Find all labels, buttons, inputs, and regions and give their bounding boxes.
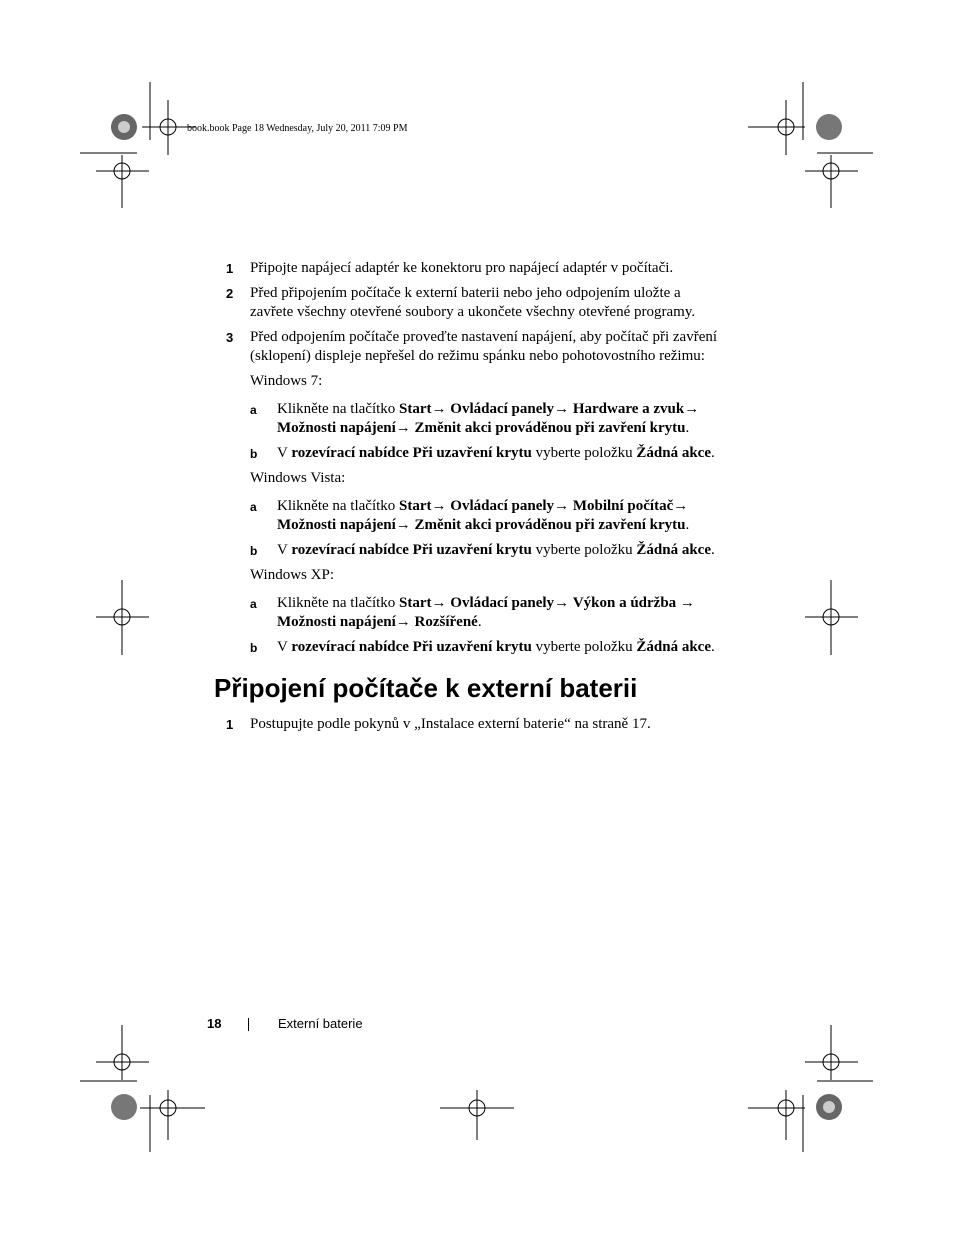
step-3: [226, 328, 726, 366]
os-label-vista: Windows Vista:: [250, 470, 346, 486]
footer-divider: [248, 1018, 249, 1031]
os-label-xp: Windows XP:: [250, 567, 334, 583]
step-1: [226, 259, 726, 278]
step-text: Připojte napájecí adaptér ke konektoru pro napájecí adaptér v počítači.: [250, 260, 674, 276]
os-label-win7: Windows 7:: [250, 373, 323, 389]
section-heading: Připojení počítače k externí baterii: [214, 673, 638, 703]
page-number: 18: [207, 1016, 222, 1031]
step-number: 2: [226, 286, 234, 301]
substep-vista-a: a Klikněte na tlačítko Start→ Ovládací panely→ Mobilní počítač→ Možnosti napájení→ Změnit akci prováděnou při zavření krytu.: [250, 498, 690, 533]
page-header-slug: book.book Page 18 Wednesday, July 20, 2011 7:09 PM: [187, 123, 408, 134]
step-number: 1: [226, 261, 234, 276]
step-number: 1: [226, 717, 234, 732]
step-text: Před připojením počítače k externí baterii nebo jeho odpojením uložte a zavřete všechny otevřené soubory a ukončete všechny otevřené programy.: [250, 285, 696, 320]
section-step-1: [226, 715, 726, 734]
step-text: Před odpojením počítače proveďte nastavení napájení, aby počítač při zavření (sklopení) displeje nepřešel do režimu spánku nebo pohotovostního režimu:: [250, 329, 718, 364]
step-text: Postupujte podle pokynů v „Instalace externí baterie“ na straně 17.: [250, 716, 651, 732]
page-content: [214, 259, 726, 740]
substep-xp-a: a Klikněte na tlačítko Start→ Ovládací panely→ Výkon a údržba → Možnosti napájení→ Rozšířené.: [250, 595, 695, 630]
substep-win7-a: a Klikněte na tlačítko Start→ Ovládací panely→ Hardware a zvuk→ Možnosti napájení→ Změnit akci prováděnou při zavření krytu.: [250, 401, 700, 436]
step-2: [226, 284, 726, 322]
step-number: 3: [226, 330, 234, 345]
footer-section-title: Externí baterie: [278, 1016, 363, 1031]
substep-xp-b: b V rozevírací nabídce Při uzavření krytu vyberte položku Žádná akce.: [250, 639, 715, 655]
substep-vista-b: b V rozevírací nabídce Při uzavření krytu vyberte položku Žádná akce.: [250, 542, 715, 558]
substep-win7-b: b V rozevírací nabídce Při uzavření krytu vyberte položku Žádná akce.: [250, 445, 715, 461]
